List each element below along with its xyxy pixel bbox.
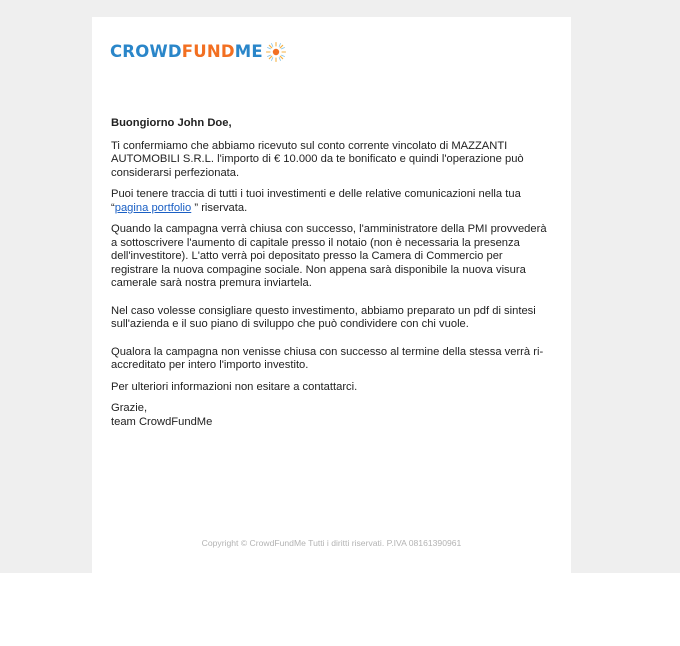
sun-burst-icon [265, 41, 287, 63]
logo-text-crowd: CROWD [110, 42, 182, 61]
email-card [92, 17, 571, 573]
logo-text-fund: FUND [181, 42, 235, 61]
greeting: Buongiorno John Doe, [111, 117, 232, 129]
crowdfundme-logo[interactable] [110, 41, 287, 63]
portfolio-link[interactable]: pagina portfolio [114, 201, 192, 214]
paragraph-confirmation: Ti confermiamo che abbiamo ricevuto sul conto corrente vincolato di MAZZANTI AUTOMOBILI S.R.L. l'importo di € 10.000 da te bonificato e quindi l'operazione può considerarsi perfezionata. [111, 139, 524, 179]
paragraph-contact: Per ulteriori informazioni non esitare a contattarci. [111, 380, 358, 393]
signoff-thanks: Grazie, [111, 402, 148, 414]
paragraph-share: Nel caso volesse consigliare questo investimento, abbiamo preparato un pdf di sintesi sull'azienda e il suo piano di sviluppo che può condividere con chi vuole. [111, 304, 536, 330]
paragraph-capital-increase: Quando la campagna verrà chiusa con successo, l'amministratore della PMI provvederà a sottoscrivere l'aumento di capitale presso il notaio (non è necessaria la presenza dell'investitore). L'atto verrà poi depositato presso la Camera di Commercio per registrare la nuova compagine sociale. Non appena sarà disponibile la nuova visura camerale sarà nostra premura inviartela. [111, 223, 547, 289]
paragraph-portfolio [111, 188, 551, 215]
copyright-footer: Copyright © CrowdFundMe Tutti i diritti riservati. P.IVA 08161390961 [201, 538, 462, 548]
logo-wordmark [110, 41, 263, 63]
paragraph-refund: Qualora la campagna non venisse chiusa con successo al termine della stessa verrà ri-accreditato per intero l'importo investito. [111, 345, 544, 371]
email-body [111, 117, 551, 437]
logo-text-me: ME [234, 42, 263, 61]
portfolio-text-after: ” riservata. [191, 201, 248, 214]
signoff [111, 402, 551, 429]
portfolio-text-before: Puoi tenere traccia di tutti i tuoi investimenti e delle relative comunicazioni nella tua “ [111, 188, 521, 214]
signoff-team: team CrowdFundMe [111, 415, 213, 428]
